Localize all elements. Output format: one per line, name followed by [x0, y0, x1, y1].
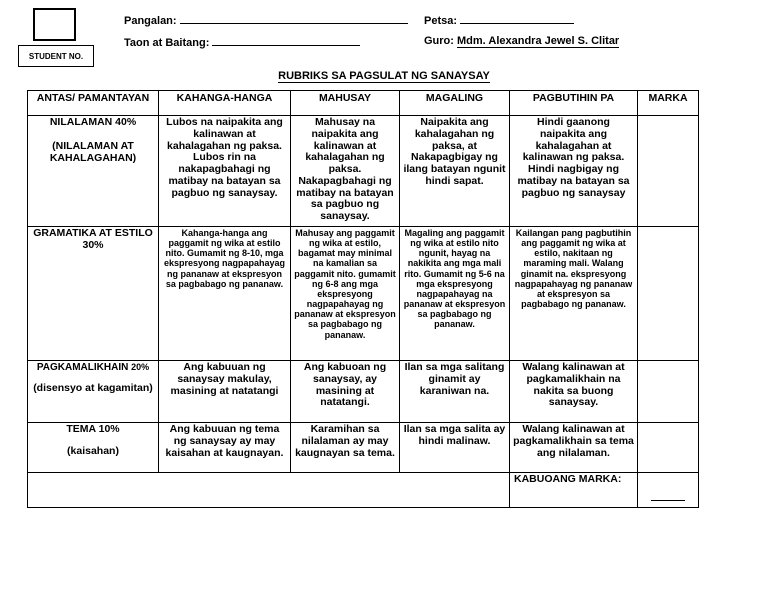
- marka-cell[interactable]: [638, 423, 699, 473]
- taon-row: [124, 35, 360, 49]
- criterion-cell: [28, 227, 159, 361]
- col-header-pagbutihin: PAGBUTIHIN PA: [510, 91, 638, 116]
- marka-cell[interactable]: [638, 227, 699, 361]
- criterion-title: GRAMATIKA AT ESTILO 30%: [33, 227, 153, 251]
- col-header-antas: ANTAS/ PAMANTAYAN: [28, 91, 159, 116]
- header-row: [28, 91, 699, 116]
- col-header-kahanga: KAHANGA-HANGA: [159, 91, 291, 116]
- pangalan-label: Pangalan:: [124, 15, 177, 27]
- criterion-title: PAGKAMALIKHAIN: [36, 362, 129, 373]
- pagbutihin-cell: Walang kalinawan at pagkamalikhain na nakita sa buong sanaysay.: [510, 361, 638, 423]
- guro-label: Guro:: [424, 35, 454, 47]
- petsa-label: Petsa:: [424, 15, 458, 27]
- table-row: [28, 361, 699, 423]
- criterion-title: TEMA 10%: [66, 423, 120, 435]
- table-row: [28, 227, 699, 361]
- magaling-cell: Ilan sa mga salita ay hindi malinaw.: [400, 423, 510, 473]
- guro-name: Mdm. Alexandra Jewel S. Clitar: [457, 35, 620, 47]
- student-number-box[interactable]: [33, 8, 76, 41]
- pagbutihin-cell: Hindi gaanong naipakita ang kahalagahan at kalinawan ng paksa. Hindi nagbigay ng matibay na batayan sa pagbuo ng sanaysay: [510, 116, 638, 227]
- criterion-cell: [28, 423, 159, 473]
- kahanga-cell: Kahanga-hanga ang paggamit ng wika at estilo nito. Gumamit ng 8-10, mga ekspresyong nagpapahayag ng pananaw at ekspresyon sa pagbabago ng pananaw.: [159, 227, 291, 361]
- col-header-marka: MARKA: [638, 91, 699, 116]
- mahusay-cell: Mahusay ang paggamit ng wika at estilo, bagamat may minimal na kamalian sa paggamit nito. gumamit ng 6-8 ang mga ekspresyong nagpapahayag ng pananaw at ekspresyon sa pagbabago ng pananaw.: [291, 227, 400, 361]
- taon-label: Taon at Baitang:: [124, 37, 210, 49]
- magaling-cell: Ilan sa mga salitang ginamit ay karaniwan na.: [400, 361, 510, 423]
- criterion-subtitle: (kaisahan): [67, 444, 119, 457]
- mahusay-cell: Ang kabuoan ng sanaysay, ay masining at natatangi.: [291, 361, 400, 423]
- total-label: KABUOANG MARKA:: [510, 473, 638, 508]
- criterion-title: NILALAMAN 40%: [49, 116, 137, 128]
- taon-field[interactable]: [212, 35, 360, 46]
- total-blank-line[interactable]: [651, 490, 685, 501]
- col-header-magaling: MAGALING: [400, 91, 510, 116]
- rubric-title: RUBRIKS SA PAGSULAT NG SANAYSAY: [278, 70, 490, 82]
- total-marka-cell[interactable]: [638, 473, 699, 508]
- total-row: [28, 473, 699, 508]
- kahanga-cell: Ang kabuuan ng tema ng sanaysay ay may kaisahan at kaugnayan.: [159, 423, 291, 473]
- table-row: [28, 423, 699, 473]
- criterion-title-wrap: [31, 362, 155, 373]
- kahanga-cell: Lubos na naipakita ang kalinawan at kahalagahan ng paksa. Lubos rin na nakapagbahagi ng matibay na batayan sa pagbuo ng sanaysay.: [159, 116, 291, 227]
- rubric-title-wrap: [0, 70, 768, 82]
- magaling-cell: Magaling ang paggamit ng wika at estilo nito ngunit, hayag na nakikita ang mga mali rito. Gumamit ng 5-6 na mga ekspresyong nagpapahayag na pananaw at ekspresyon sa pagbabago ng pananaw.: [400, 227, 510, 361]
- criterion-percent: 20%: [131, 362, 150, 372]
- criterion-cell: [28, 116, 159, 227]
- kahanga-cell: Ang kabuuan ng sanaysay makulay, masining at natatangi: [159, 361, 291, 423]
- pagbutihin-cell: Kailangan pang pagbutihin ang paggamit ng wika at estilo, nakitaan ng maraming mali. Walang ginamit na. ekspresyong nagpapahayag ng pananaw at ekspresyon sa pagbabago ng pananaw.: [510, 227, 638, 361]
- marka-cell[interactable]: [638, 116, 699, 227]
- mahusay-cell: Mahusay na naipakita ang kalinawan at kahalagahan ng paksa. Nakapagbahagi ng matibay na batayan sa pagbuo ng sanaysay.: [291, 116, 400, 227]
- mahusay-cell: Karamihan sa nilalaman ay may kaugnayan sa tema.: [291, 423, 400, 473]
- petsa-field[interactable]: [460, 13, 574, 24]
- rubric-table: [27, 90, 699, 508]
- criterion-cell: [28, 361, 159, 423]
- petsa-row: [424, 13, 574, 27]
- total-empty-cell: [28, 473, 510, 508]
- pangalan-row: [124, 13, 408, 27]
- criterion-subtitle: (NILALAMAN AT KAHALAGAHAN): [49, 139, 137, 164]
- table-row: [28, 116, 699, 227]
- pangalan-field[interactable]: [180, 13, 408, 24]
- student-no-label: STUDENT NO.: [18, 45, 94, 67]
- col-header-mahusay: MAHUSAY: [291, 91, 400, 116]
- guro-row: [424, 35, 619, 47]
- magaling-cell: Naipakita ang kahalagahan ng paksa, at Nakapagbigay ng ilang batayan ngunit hindi sapat.: [400, 116, 510, 227]
- marka-cell[interactable]: [638, 361, 699, 423]
- criterion-subtitle: (disensyo at kagamitan): [33, 382, 153, 395]
- pagbutihin-cell: Walang kalinawan at pagkamalikhain sa tema ang nilalaman.: [510, 423, 638, 473]
